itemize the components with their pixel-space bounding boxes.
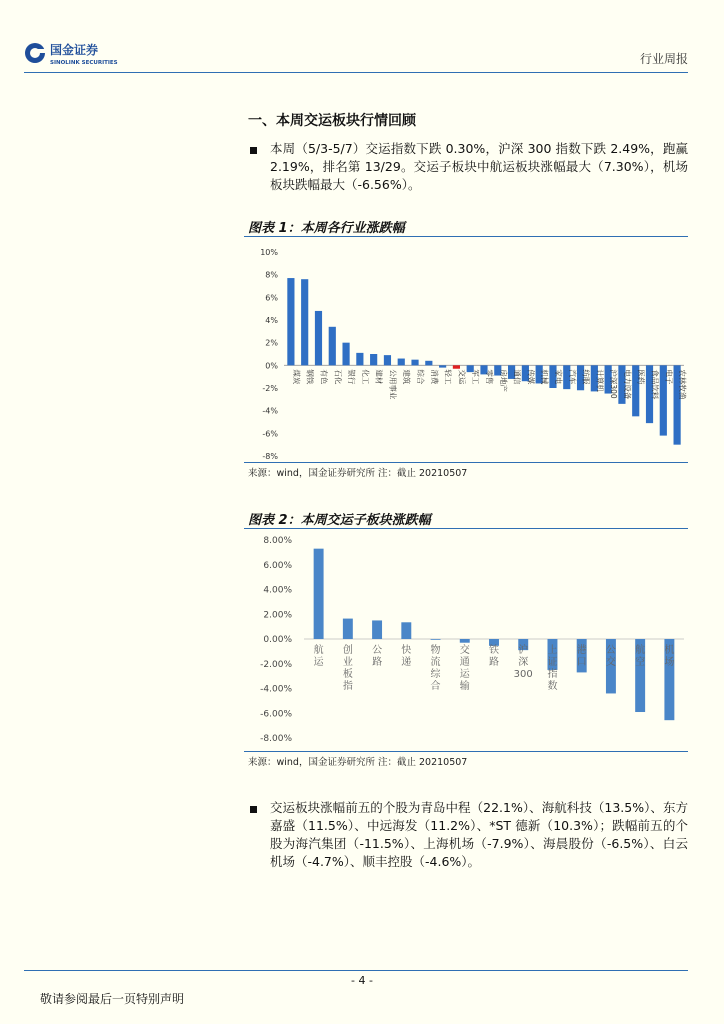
category-label: 房地产 bbox=[498, 369, 508, 392]
category-label: 煤炭 bbox=[291, 369, 301, 385]
category-label-part: 300 bbox=[513, 669, 533, 680]
figure2-title: 图表 2：本周交运子板块涨跌幅 bbox=[248, 513, 431, 528]
category-label-part: 航 bbox=[635, 645, 646, 656]
category-label: 传媒 bbox=[526, 369, 536, 385]
category-label bbox=[606, 645, 616, 668]
y-tick-label: 0% bbox=[265, 361, 278, 371]
figure2-source: 来源：wind，国金证券研究所 注：截止 20210507 bbox=[248, 757, 468, 768]
section-title: 一、本周交运板块行情回顾 bbox=[248, 113, 416, 129]
category-label-part: 物 bbox=[430, 645, 441, 656]
category-label-part: 交 bbox=[605, 657, 616, 668]
figure2-bottom-rule bbox=[244, 751, 688, 752]
category-label bbox=[577, 643, 587, 668]
category-label: 电力设备 bbox=[622, 369, 632, 400]
y-tick-label: -6% bbox=[262, 429, 278, 439]
paragraph-top-stocks: 交运板块涨幅前五的个股为青岛中程（22.1%）、海航科技（13.5%）、东方嘉盛（11.5%）、中远海发（11.2%）、*ST 德新（10.3%）；跌幅前五的个股为海汽集团（-11.5%）、上海机场（-7.9%）、海晨股份（-6.5%）、白云机场（-4.7%）、顺丰控股（-4.6%）。 bbox=[270, 800, 688, 869]
category-label: 纺服 bbox=[581, 369, 591, 385]
bar bbox=[315, 311, 322, 365]
logo-cn-text: 国金证券 bbox=[50, 43, 99, 57]
category-label: 通信 bbox=[512, 369, 522, 385]
category-label-part: 交 bbox=[459, 645, 470, 656]
category-label: 沪深300 bbox=[609, 369, 619, 399]
category-label-part: 证 bbox=[547, 657, 558, 668]
bar bbox=[384, 355, 391, 365]
category-label-part: 快 bbox=[401, 645, 412, 656]
category-label-part: 创 bbox=[342, 645, 353, 656]
category-label: 家电 bbox=[553, 369, 563, 385]
y-tick-label: -4.00% bbox=[260, 684, 292, 695]
category-label: 有色 bbox=[319, 369, 329, 385]
y-tick-label: 10% bbox=[260, 248, 278, 257]
page-number: - 4 - bbox=[351, 974, 373, 987]
category-label bbox=[314, 643, 325, 668]
category-label-part: 沪 bbox=[518, 645, 529, 656]
bar bbox=[453, 365, 460, 368]
bar bbox=[314, 549, 324, 639]
category-label: 军工 bbox=[471, 369, 481, 385]
sinolink-logo-icon bbox=[24, 40, 132, 68]
category-label: 化工 bbox=[360, 369, 370, 385]
figure1-title: 图表 1：本周各行业涨跌幅 bbox=[248, 221, 405, 236]
bullet-icon bbox=[250, 806, 257, 813]
category-label-part: 公 bbox=[605, 645, 616, 656]
category-label: 建材 bbox=[374, 369, 384, 385]
bar bbox=[301, 279, 308, 365]
footer-divider bbox=[24, 970, 688, 971]
category-label: 石化 bbox=[333, 369, 343, 385]
category-label bbox=[460, 643, 471, 692]
category-label: 银行 bbox=[347, 369, 357, 385]
y-tick-label: 0.00% bbox=[263, 635, 292, 645]
category-label-part: 业 bbox=[342, 657, 353, 668]
category-label-part: 综 bbox=[430, 669, 441, 680]
category-label-part: 深 bbox=[518, 657, 529, 668]
figure1-bottom-rule bbox=[244, 462, 688, 463]
category-label: 农林牧渔 bbox=[678, 369, 688, 400]
category-label bbox=[635, 643, 645, 668]
category-label: 公用事业 bbox=[388, 369, 398, 400]
bar bbox=[370, 354, 377, 365]
bar bbox=[342, 343, 349, 366]
category-label: 计算机 bbox=[595, 369, 605, 392]
category-label-part: 场 bbox=[664, 657, 675, 668]
category-label-part: 上 bbox=[547, 645, 558, 656]
bar bbox=[411, 360, 418, 366]
bullet-icon bbox=[250, 147, 257, 154]
paragraph-summary: 本周（5/3-5/7）交运指数下跌 0.30%，沪深 300 指数下跌 2.49%，跑赢 2.19%，排名第 13/29。交运子板块中航运板块涨幅最大（7.30%），机场板块跌幅最大（-6.56%）。 bbox=[270, 141, 688, 192]
category-label bbox=[489, 643, 499, 668]
y-tick-label: 4.00% bbox=[263, 585, 292, 596]
category-label-part: 指 bbox=[342, 681, 353, 692]
y-tick-label: 8% bbox=[265, 270, 278, 280]
figure1-source: 来源：wind，国金证券研究所 注：截止 20210507 bbox=[248, 468, 468, 479]
y-tick-label: -8% bbox=[262, 452, 278, 461]
category-label-part: 运 bbox=[459, 669, 470, 680]
category-label: 食品饮料 bbox=[650, 369, 660, 400]
bar bbox=[343, 619, 353, 639]
category-label-part: 港 bbox=[576, 645, 587, 656]
category-label: 建筑 bbox=[402, 369, 412, 385]
disclaimer-note: 敬请参阅最后一页特别声明 bbox=[40, 992, 185, 1006]
bar bbox=[439, 365, 446, 367]
category-label-part: 递 bbox=[401, 657, 412, 668]
category-label bbox=[664, 643, 674, 668]
subsector-change-chart bbox=[244, 530, 688, 750]
y-tick-label: -8.00% bbox=[260, 734, 292, 744]
y-tick-label: -2% bbox=[262, 384, 278, 393]
report-type: 行业周报 bbox=[639, 52, 688, 66]
bar bbox=[425, 361, 432, 366]
category-label: 医药 bbox=[636, 369, 646, 385]
bar bbox=[431, 639, 441, 640]
bar bbox=[329, 327, 336, 366]
logo-en-text: SINOLINK SECURITIES bbox=[50, 60, 118, 66]
bar bbox=[401, 622, 411, 639]
company-logo bbox=[24, 40, 132, 68]
y-tick-label: 8.00% bbox=[263, 536, 292, 546]
category-label-part: 流 bbox=[430, 657, 441, 668]
category-label-part: 数 bbox=[547, 681, 558, 692]
y-tick-label: -4% bbox=[262, 406, 278, 416]
category-label: 钢铁 bbox=[305, 369, 315, 385]
category-label-part: 运 bbox=[313, 657, 324, 668]
category-label: 电子 bbox=[664, 369, 674, 385]
category-label bbox=[401, 643, 411, 668]
bar bbox=[287, 278, 294, 365]
category-label bbox=[343, 643, 353, 692]
bar bbox=[372, 620, 382, 639]
category-label-part: 指 bbox=[547, 669, 558, 680]
y-tick-label: -6.00% bbox=[260, 709, 292, 720]
category-label bbox=[514, 643, 533, 680]
bar bbox=[398, 359, 405, 366]
category-label bbox=[372, 645, 382, 668]
category-label-part: 路 bbox=[372, 657, 383, 668]
figure2-top-rule bbox=[244, 528, 688, 529]
category-label-part: 合 bbox=[430, 681, 441, 692]
y-tick-label: 6.00% bbox=[263, 560, 292, 571]
category-label-part: 口 bbox=[576, 657, 587, 668]
category-label: 汽车 bbox=[567, 369, 577, 385]
category-label: 交运 bbox=[457, 369, 467, 385]
category-label: 消费 bbox=[429, 369, 439, 385]
category-label-part: 铁 bbox=[489, 645, 499, 656]
category-label: 零售 bbox=[485, 369, 494, 385]
category-label-part: 空 bbox=[635, 657, 646, 668]
bar bbox=[460, 639, 470, 643]
category-label-part: 路 bbox=[489, 657, 499, 668]
category-label bbox=[431, 643, 442, 692]
figure1-top-rule bbox=[244, 236, 688, 237]
bar bbox=[356, 353, 363, 365]
category-label-part: 板 bbox=[342, 669, 353, 680]
category-label: 综合 bbox=[416, 369, 426, 385]
category-label-part: 航 bbox=[313, 645, 324, 656]
y-tick-label: 2.00% bbox=[263, 610, 292, 621]
category-label: 机械 bbox=[540, 369, 550, 385]
y-tick-label: 4% bbox=[265, 316, 278, 325]
category-label-part: 公 bbox=[372, 645, 383, 656]
category-label: 轻工 bbox=[443, 369, 453, 385]
category-label bbox=[547, 643, 557, 692]
industry-change-chart bbox=[244, 240, 688, 462]
y-tick-label: 6% bbox=[265, 293, 278, 303]
y-tick-label: -2.00% bbox=[260, 659, 292, 670]
y-tick-label: 2% bbox=[265, 338, 278, 348]
header-divider bbox=[24, 72, 688, 73]
category-label-part: 机 bbox=[664, 645, 675, 656]
category-label-part: 输 bbox=[459, 681, 470, 692]
category-label-part: 通 bbox=[459, 657, 470, 668]
